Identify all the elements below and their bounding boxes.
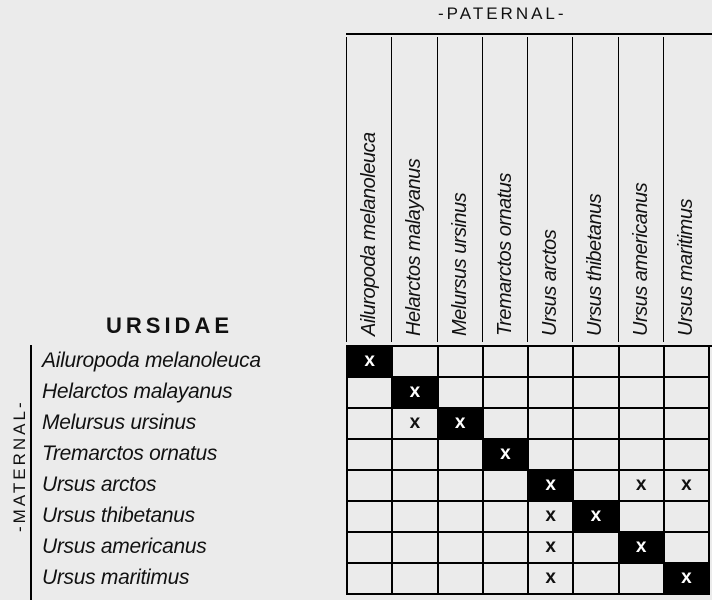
matrix-cell bbox=[529, 409, 574, 440]
matrix-cell bbox=[665, 533, 710, 564]
column-header-label: Melursus ursinus bbox=[448, 192, 471, 336]
maternal-axis-title: -MATERNAL- bbox=[10, 399, 29, 532]
hybrid-grid bbox=[346, 345, 712, 595]
row-label: Ursus arctos bbox=[42, 473, 157, 496]
matrix-cell bbox=[574, 564, 619, 595]
column-header-label: Tremarctos ornatus bbox=[493, 173, 516, 336]
matrix-cell: x bbox=[529, 533, 574, 564]
row-label: Ailuropoda melanoleuca bbox=[42, 349, 261, 372]
column-header-label: Ursus americanus bbox=[629, 182, 652, 336]
matrix-cell: x bbox=[393, 409, 438, 440]
row-label: Ursus americanus bbox=[42, 535, 207, 558]
matrix-cell bbox=[439, 378, 484, 409]
matrix-cell bbox=[348, 471, 393, 502]
row-label: Helarctos malayanus bbox=[42, 380, 233, 403]
matrix-cell-diagonal: x bbox=[529, 471, 574, 502]
matrix-cell bbox=[439, 440, 484, 471]
matrix-cell: x bbox=[620, 471, 665, 502]
matrix-cell bbox=[529, 440, 574, 471]
matrix-cell-diagonal: x bbox=[574, 502, 619, 533]
row-label: Melursus ursinus bbox=[42, 411, 196, 434]
column-header-label: Ursus maritimus bbox=[674, 199, 697, 336]
matrix-cell bbox=[665, 378, 710, 409]
matrix-cell bbox=[574, 378, 619, 409]
group-title: URSIDAE bbox=[106, 313, 234, 338]
matrix-cell bbox=[393, 471, 438, 502]
matrix-cell bbox=[393, 564, 438, 595]
column-header bbox=[346, 37, 391, 342]
matrix-cell-diagonal: x bbox=[348, 347, 393, 378]
matrix-cell bbox=[484, 347, 529, 378]
column-header-label: Helarctos malayanus bbox=[403, 158, 426, 336]
matrix-cell bbox=[665, 502, 710, 533]
matrix-cell bbox=[393, 347, 438, 378]
matrix-cell bbox=[348, 502, 393, 533]
row-label: Ursus maritimus bbox=[42, 566, 190, 589]
matrix-cell bbox=[439, 471, 484, 502]
matrix-cell bbox=[620, 502, 665, 533]
column-header-label: Ursus arctos bbox=[539, 229, 561, 336]
matrix-cell bbox=[484, 502, 529, 533]
row-label: Tremarctos ornatus bbox=[42, 442, 218, 465]
matrix-cell bbox=[393, 502, 438, 533]
matrix-cell-diagonal: x bbox=[439, 409, 484, 440]
matrix-cell-diagonal: x bbox=[484, 440, 529, 471]
matrix-cell bbox=[393, 533, 438, 564]
column-header-label: Ailuropoda melanoleuca bbox=[358, 132, 380, 336]
matrix-cell bbox=[393, 440, 438, 471]
matrix-cell bbox=[665, 409, 710, 440]
column-header-label: Ursus thibetanus bbox=[584, 193, 607, 336]
matrix-cell bbox=[439, 502, 484, 533]
matrix-cell bbox=[484, 533, 529, 564]
matrix-cell bbox=[620, 564, 665, 595]
matrix-cell bbox=[620, 347, 665, 378]
paternal-axis-title: -PATERNAL- bbox=[438, 4, 567, 23]
matrix-cell bbox=[529, 378, 574, 409]
matrix-cell: x bbox=[529, 564, 574, 595]
matrix-cell bbox=[348, 564, 393, 595]
column-header bbox=[437, 37, 482, 342]
matrix-cell bbox=[484, 409, 529, 440]
matrix-cell bbox=[574, 533, 619, 564]
column-header bbox=[663, 37, 708, 342]
matrix-cell bbox=[620, 378, 665, 409]
matrix-cell: x bbox=[665, 471, 710, 502]
column-header bbox=[618, 37, 663, 342]
matrix-cell bbox=[484, 378, 529, 409]
column-header bbox=[482, 37, 527, 342]
column-header bbox=[391, 37, 436, 342]
matrix-cell bbox=[620, 409, 665, 440]
matrix-cell bbox=[574, 471, 619, 502]
matrix-cell bbox=[574, 440, 619, 471]
maternal-divider bbox=[30, 345, 32, 600]
paternal-divider bbox=[346, 33, 712, 35]
column-header bbox=[527, 37, 572, 342]
matrix-cell bbox=[484, 564, 529, 595]
matrix-cell bbox=[574, 409, 619, 440]
matrix-cell bbox=[665, 440, 710, 471]
matrix-cell bbox=[439, 347, 484, 378]
matrix-cell bbox=[484, 471, 529, 502]
matrix-cell: x bbox=[529, 502, 574, 533]
matrix-cell bbox=[439, 564, 484, 595]
matrix-cell bbox=[665, 347, 710, 378]
matrix-cell bbox=[348, 533, 393, 564]
matrix-cell bbox=[348, 440, 393, 471]
matrix-cell bbox=[574, 347, 619, 378]
row-label: Ursus thibetanus bbox=[42, 504, 195, 527]
matrix-cell bbox=[620, 440, 665, 471]
matrix-cell-diagonal: x bbox=[620, 533, 665, 564]
matrix-cell bbox=[529, 347, 574, 378]
matrix-cell bbox=[439, 533, 484, 564]
matrix-cell bbox=[348, 409, 393, 440]
column-header bbox=[572, 37, 617, 342]
matrix-cell-diagonal: x bbox=[393, 378, 438, 409]
matrix-cell-diagonal: x bbox=[665, 564, 710, 595]
matrix-cell bbox=[348, 378, 393, 409]
